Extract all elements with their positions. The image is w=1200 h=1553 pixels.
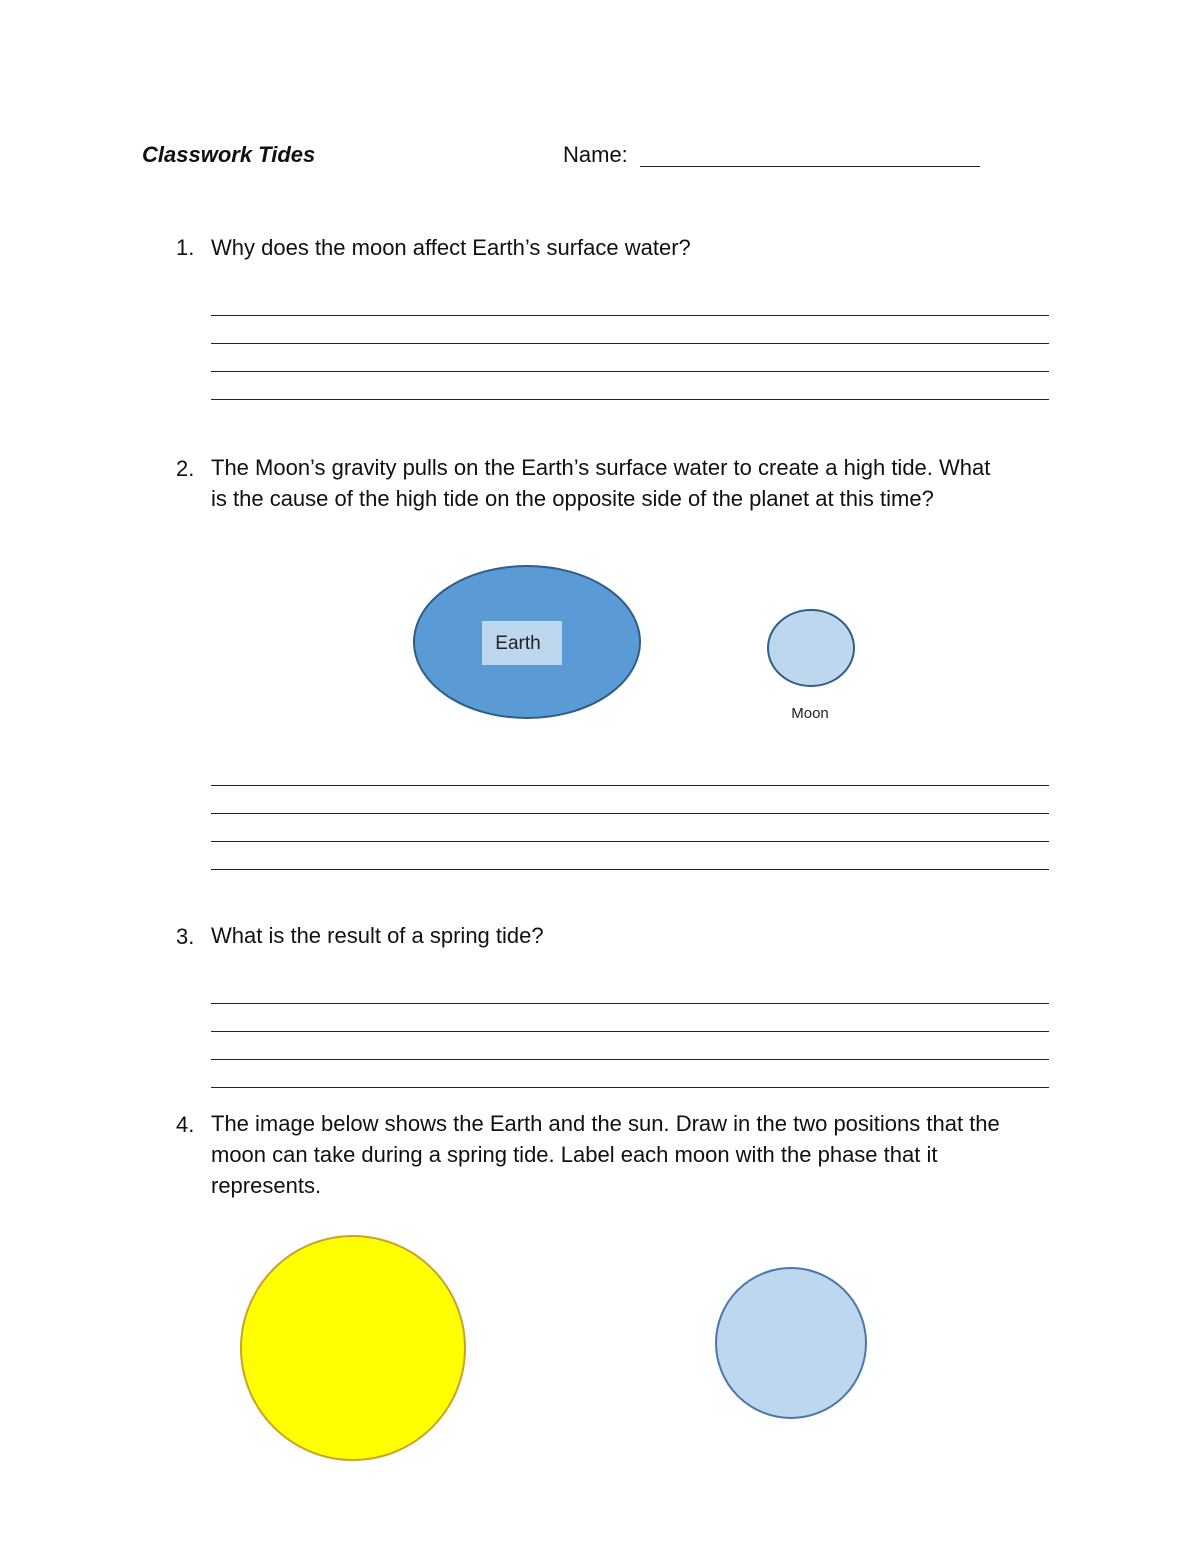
question-2-text (211, 452, 1071, 514)
answer-line[interactable] (211, 1087, 1049, 1088)
question-2-line-1: The Moon’s gravity pulls on the Earth’s surface water to create a high tide. What (211, 455, 991, 480)
worksheet-title: Classwork Tides (142, 142, 316, 167)
question-1-text (211, 232, 1071, 263)
sun-circle (241, 1236, 465, 1460)
earth-circle (716, 1268, 866, 1418)
question-3-line-1: What is the result of a spring tide? (211, 923, 544, 948)
question-2-line-2: is the cause of the high tide on the opposite side of the planet at this time? (211, 486, 934, 511)
question-4-text (211, 1108, 1071, 1201)
answer-line[interactable] (211, 869, 1049, 870)
answer-line[interactable] (211, 841, 1049, 842)
earth-label: Earth (495, 633, 541, 654)
question-1-number: 1. (176, 235, 195, 260)
moon-circle (768, 610, 854, 686)
sun-diagram (232, 1228, 474, 1468)
question-1-line-1: Why does the moon affect Earth’s surface water? (211, 235, 691, 260)
earth-circle-diagram (708, 1260, 874, 1426)
question-4-line-3: represents. (211, 1173, 322, 1198)
answer-line[interactable] (211, 1003, 1049, 1004)
earth-diagram (405, 558, 650, 728)
question-4-number: 4. (176, 1112, 195, 1137)
question-4-line-1: The image below shows the Earth and the sun. Draw in the two positions that the (211, 1111, 1000, 1136)
answer-line[interactable] (211, 785, 1049, 786)
moon-label: Moon (791, 705, 829, 722)
answer-line[interactable] (211, 343, 1049, 344)
answer-line[interactable] (211, 315, 1049, 316)
name-label: Name: (563, 142, 628, 167)
question-2-number: 2. (176, 456, 195, 481)
question-3-number: 3. (176, 924, 195, 949)
answer-line[interactable] (211, 1059, 1049, 1060)
question-4-line-2: moon can take during a spring tide. Label each moon with the phase that it (211, 1142, 938, 1167)
moon-diagram (760, 602, 864, 727)
answer-line[interactable] (211, 1031, 1049, 1032)
answer-line[interactable] (211, 399, 1049, 400)
name-blank-line[interactable] (640, 166, 980, 167)
question-3-text (211, 920, 1071, 951)
answer-line[interactable] (211, 813, 1049, 814)
answer-line[interactable] (211, 371, 1049, 372)
